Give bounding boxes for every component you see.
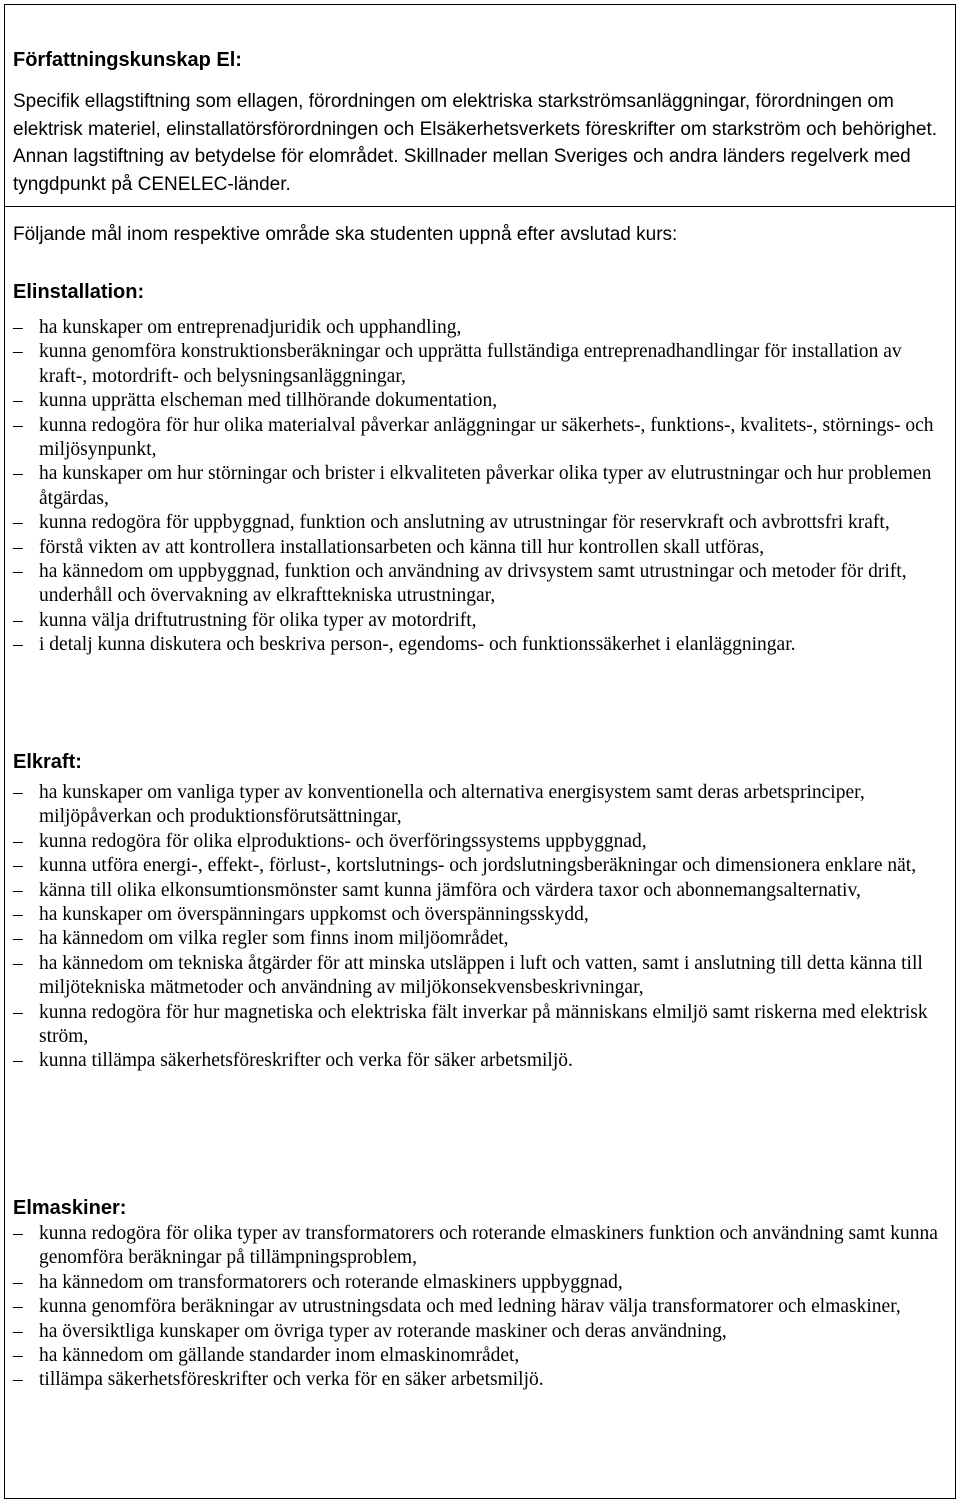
goal-item: – kunna upprätta elscheman med tillhörande dokumentation, [13,389,953,413]
elinstallation-goal-list [13,316,953,658]
goal-item: – kunna genomföra beräkningar av utrustningsdata och med ledning härav välja transformatorer och elmaskiner, [13,1295,953,1319]
goal-item: – ha kunskaper om överspänningars uppkomst och överspänningsskydd, [13,903,953,927]
elkraft-heading: Elkraft: [13,751,82,773]
goal-item: – ha kunskaper om entreprenadjuridik och upphandling, [13,316,953,340]
goal-item: – i detalj kunna diskutera och beskriva person-, egendoms- och funktionssäkerhet i elanläggningar. [13,633,953,657]
section-heading: Författningskunskap El: [13,49,242,71]
goal-item: – kunna redogöra för hur magnetiska och elektriska fält inverkar på människans elmiljö samt riskerna med elektrisk ström, [13,1001,953,1050]
elinstallation-heading: Elinstallation: [13,281,145,303]
goal-item: – förstå vikten av att kontrollera installationsarbeten och känna till hur kontrollen skall utföras, [13,536,953,560]
goal-item: – kunna tillämpa säkerhetsföreskrifter och verka för säker arbetsmiljö. [13,1049,953,1073]
goal-item: – ha kännedom om transformatorers och roterande elmaskiners uppbyggnad, [13,1271,953,1295]
goal-item: – ha kännedom om vilka regler som finns inom miljöområdet, [13,927,953,951]
goal-item: – ha översiktliga kunskaper om övriga typer av roterande maskiner och deras användning, [13,1320,953,1344]
elkraft-goal-list [13,781,953,1074]
goal-item: – ha kunskaper om vanliga typer av konventionella och alternativa energisystem samt deras arbetsprinciper, miljöpåverkan och produktionsförutsättningar, [13,781,953,830]
goal-item: – kunna utföra energi-, effekt-, förlust-, kortslutnings- och jordslutningsberäkningar och dimensionera enklare nät, [13,854,953,878]
intro-paragraph: Specifik ellagstiftning som ellagen, förordningen om elektriska starkströmsanläggningar, förordningen om elektrisk materiel, elinstallatörsförordningen och Elsäkerhetsverkets föreskrifter om starkström och behörighet. Annan lagstiftning av betydelse för elområdet. Skillnader mellan Sveriges och andra länders regelverk med tyngdpunkt på CENELEC-länder. [13,91,937,195]
goal-item: – kunna redogöra för uppbyggnad, funktion och anslutning av utrustningar för reservkraft och avbrottsfri kraft, [13,511,953,535]
goals-lead-text: Följande mål inom respektive område ska studenten uppnå efter avslutad kurs: [13,224,678,245]
goal-item: – ha kännedom om gällande standarder inom elmaskinområdet, [13,1344,953,1368]
goal-item: – kunna redogöra för hur olika materialval påverkar anläggningar ur säkerhets-, funktions-, kvalitets-, störnings- och miljösynpunkt, [13,414,953,463]
document-frame [4,4,956,1499]
goal-item: – ha kännedom om tekniska åtgärder för att minska utsläppen i luft och vatten, samt i anslutning till detta känna till miljötekniska mätmetoder och användning av miljökonsekvensbeskrivningar, [13,952,953,1001]
goal-item: – tillämpa säkerhetsföreskrifter och verka för en säker arbetsmiljö. [13,1368,953,1392]
goal-item: – kunna redogöra för olika typer av transformatorers och roterande elmaskiners funktion och användning samt kunna genomföra beräkningar på tillämpningsproblem, [13,1222,953,1271]
goal-item: – kunna välja driftutrustning för olika typer av motordrift, [13,609,953,633]
intro-box [5,5,955,207]
elmaskiner-heading: Elmaskiner: [13,1197,127,1219]
goal-item: – känna till olika elkonsumtionsmönster samt kunna jämföra och värdera taxor och abonnemangsalternativ, [13,879,953,903]
elmaskiner-goal-list [13,1222,953,1393]
goal-item: – kunna genomföra konstruktionsberäkningar och upprätta fullständiga entreprenadhandlingar för installation av kraft-, motordrift- och belysningsanläggningar, [13,340,953,389]
goal-item: – ha kunskaper om hur störningar och brister i elkvaliteten påverkar olika typer av elutrustningar och hur problemen åtgärdas, [13,462,953,511]
goal-item: – kunna redogöra för olika elproduktions- och överföringssystems uppbyggnad, [13,830,953,854]
goal-item: – ha kännedom om uppbyggnad, funktion och användning av drivsystem samt utrustningar och metoder för drift, underhåll och övervakning av elkrafttekniska utrustningar, [13,560,953,609]
